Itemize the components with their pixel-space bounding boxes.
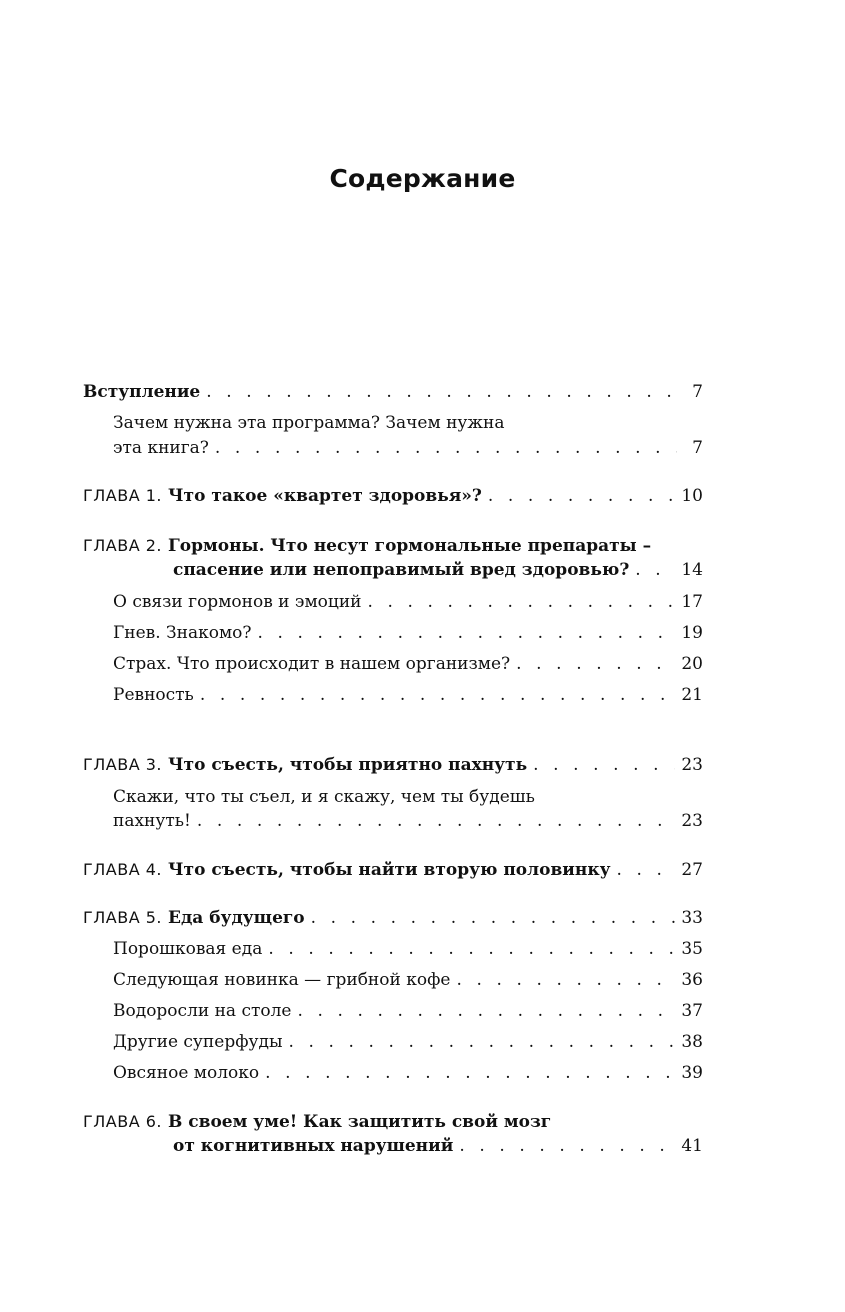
toc-entry-title: О связи гормонов и эмоций (113, 592, 362, 612)
toc-entry-title: Овсяное молоко (113, 1063, 260, 1083)
toc-entry-seaweed[interactable] (113, 998, 703, 1024)
toc-entry-title-cont: эта книга? (113, 438, 209, 458)
toc-entry-hormones-emotions[interactable] (113, 589, 703, 615)
dot-leader (311, 905, 676, 931)
toc-page-number: 21 (681, 685, 703, 705)
toc-entry-superfoods[interactable] (113, 1029, 703, 1055)
toc-entry-title: Водоросли на столе (113, 1001, 292, 1021)
toc-page-number: 7 (692, 382, 703, 402)
dot-leader (289, 1029, 676, 1055)
toc-page-number: 41 (681, 1136, 703, 1156)
dot-leader (268, 936, 675, 962)
chapter-label: ГЛАВА 6. (83, 1112, 163, 1131)
toc-entry-chapter-3[interactable] (83, 752, 703, 778)
chapter-label: ГЛАВА 5. (83, 908, 163, 927)
toc-page-number: 14 (681, 560, 703, 580)
dot-leader (456, 967, 675, 993)
dot-leader (265, 1060, 675, 1086)
dot-leader (616, 857, 675, 883)
toc-page-number: 19 (681, 623, 703, 643)
toc-page-number: 36 (681, 970, 703, 990)
toc-entry-tell-me[interactable] (113, 808, 703, 834)
toc-entry-title-cont: спасение или непоправимый вред здоровью? (173, 560, 630, 580)
toc-entry-title: Что съесть, чтобы найти вторую половинку (168, 860, 611, 880)
toc-entry-title: Что такое «квартет здоровья»? (168, 486, 482, 506)
toc-entry-title: Еда будущего (168, 908, 305, 928)
toc-entry-title-cont: от когнитивных нарушений (173, 1136, 454, 1156)
toc-entry-jealousy[interactable] (113, 682, 703, 708)
toc-entry-anger[interactable] (113, 620, 703, 646)
toc-page-number: 23 (681, 811, 703, 831)
dot-leader (533, 752, 675, 778)
toc-page-number: 17 (681, 592, 703, 612)
toc-page-number: 27 (681, 860, 703, 880)
toc-entry-title: Страх. Что происходит в нашем организме? (113, 654, 511, 674)
toc-page-number: 39 (681, 1063, 703, 1083)
toc-entry-why-program[interactable] (113, 435, 703, 461)
chapter-label: ГЛАВА 3. (83, 755, 163, 774)
toc-entry-title: Вступление (83, 382, 201, 402)
toc-entry-chapter-4[interactable] (83, 857, 703, 883)
chapter-label: ГЛАВА 4. (83, 860, 163, 879)
toc-page-number: 20 (681, 654, 703, 674)
toc-entry-title: Гнев. Знакомо? (113, 623, 252, 643)
toc-entry-title: Что съесть, чтобы приятно пахнуть (168, 755, 528, 775)
toc-entry-chapter-6-line1[interactable] (83, 1109, 703, 1135)
toc-entry-chapter-6[interactable] (173, 1133, 703, 1159)
toc-entry-chapter-2-line1[interactable] (83, 533, 703, 559)
toc-entry-chapter-1[interactable] (83, 483, 703, 509)
dot-leader (206, 379, 677, 405)
dot-leader (200, 682, 676, 708)
dot-leader (197, 808, 675, 834)
toc-entry-title-cont: пахнуть! (113, 811, 191, 831)
toc-entry-mushroom-coffee[interactable] (113, 967, 703, 993)
toc-entry-title: Ревность (113, 685, 194, 705)
toc-entry-why-program-line1[interactable] (113, 410, 703, 436)
toc-entry-title: Другие суперфуды (113, 1032, 283, 1052)
dot-leader (215, 435, 677, 461)
toc-entry-title: Гормоны. Что несут гормональные препараты – (168, 536, 652, 556)
toc-entry-title: Следующая новинка — грибной кофе (113, 970, 451, 990)
toc-page-number: 33 (681, 908, 703, 928)
dot-leader (488, 483, 675, 509)
toc-entry-title: Зачем нужна эта программа? Зачем нужна (113, 413, 505, 433)
toc-entry-title: Порошковая еда (113, 939, 263, 959)
chapter-label: ГЛАВА 1. (83, 486, 163, 505)
toc-entry-intro[interactable] (83, 379, 703, 405)
toc-page-number: 7 (692, 438, 703, 458)
toc-entry-chapter-2[interactable] (173, 557, 703, 583)
toc-page-number: 23 (681, 755, 703, 775)
dot-leader (368, 589, 676, 615)
toc-entry-tell-me-line1[interactable] (113, 784, 703, 810)
dot-leader (516, 651, 675, 677)
toc-page-number: 10 (681, 486, 703, 506)
toc-entry-oat-milk[interactable] (113, 1060, 703, 1086)
toc-entry-powder-food[interactable] (113, 936, 703, 962)
toc-page-number: 35 (681, 939, 703, 959)
toc-entry-title: В своем уме! Как защитить свой мозг (168, 1112, 552, 1132)
page-title: Содержание (329, 164, 516, 193)
dot-leader (298, 998, 676, 1024)
toc-page-number: 37 (681, 1001, 703, 1021)
dot-leader (459, 1133, 675, 1159)
toc-entry-chapter-5[interactable] (83, 905, 703, 931)
dot-leader (635, 557, 675, 583)
toc-entry-title: Скажи, что ты съел, и я скажу, чем ты будешь (113, 787, 535, 807)
toc-page-number: 38 (681, 1032, 703, 1052)
toc-entry-fear[interactable] (113, 651, 703, 677)
chapter-label: ГЛАВА 2. (83, 536, 163, 555)
dot-leader (258, 620, 676, 646)
